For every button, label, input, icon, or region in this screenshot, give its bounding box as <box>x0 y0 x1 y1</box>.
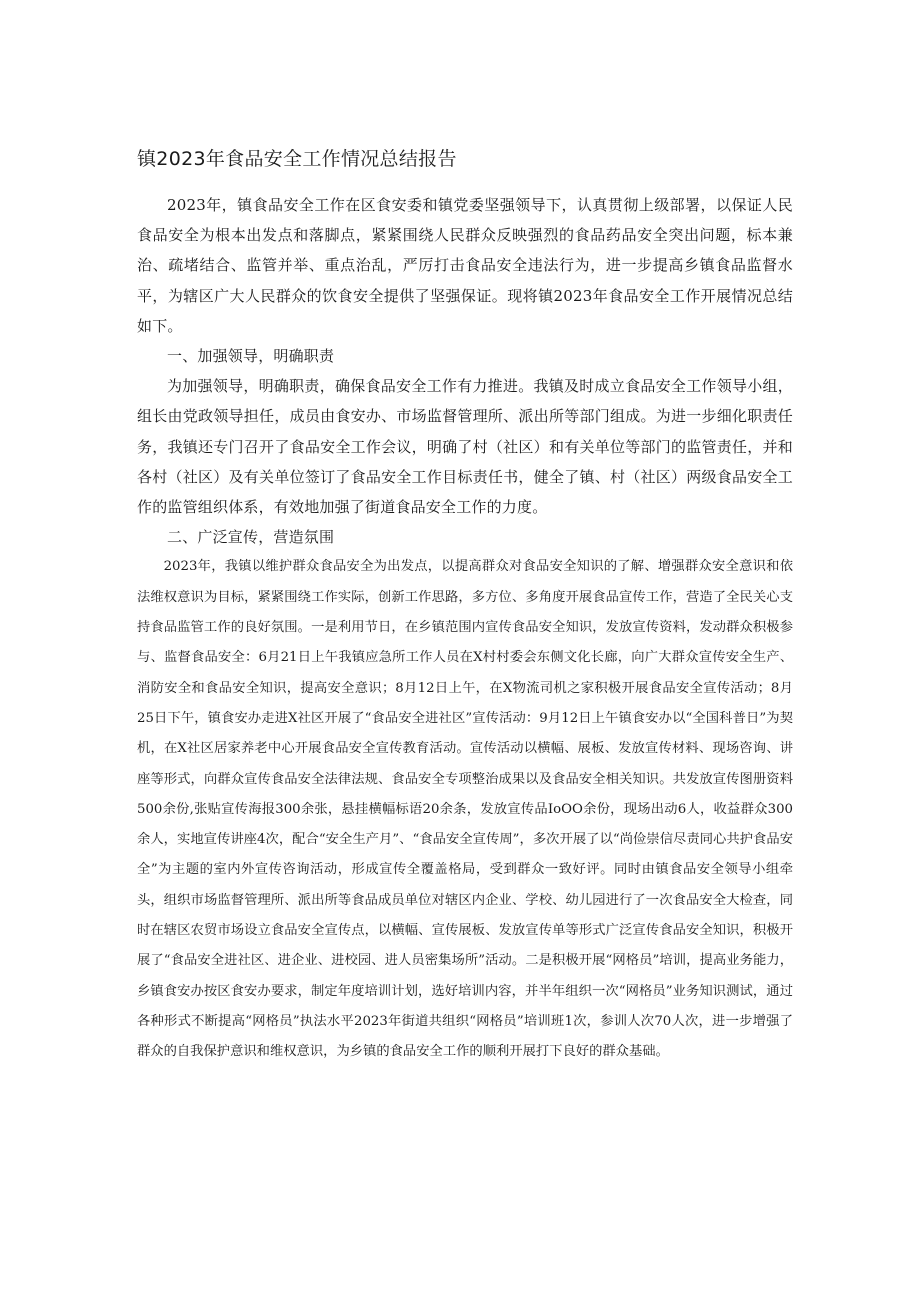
section-body-2: 2023年，我镇以维护群众食品安全为出发点，以提高群众对食品安全知识的了解、增强群众安全意识和依法维权意识为目标，紧紧围绕工作实际，创新工作思路，多方位、多角度开展食品宣传工作，营造了全民关心支持食品监管工作的良好氛围。一是利用节日，在乡镇范围内宣传食品安全知识，发放宣传资料，发动群众积极参与、监督食品安全：6月21日上午我镇应急所工作人员在X村村委会东侧文化长廊，向广大群众宣传安全生产、消防安全和食品安全知识，提高安全意识；8月12日上午，在X物流司机之家积极开展食品安全宣传活动；8月25日下午，镇食安办走进X社区开展了“食品安全进社区”宣传活动：9月12日上午镇食安办以“全国科普日”为契机，在X社区居家养老中心开展食品安全宣传教育活动。宣传活动以横幅、展板、发放宣传材料、现场咨询、讲座等形式，向群众宣传食品安全法律法规、食品安全专项整治成果以及食品安全相关知识。共发放宣传图册资料500余份,张贴宣传海报300余张，悬挂横幅标语20余条，发放宣传品IoOO余份，现场出动6人，收益群众300余人，实地宣传讲座4次，配合“安全生产月”、“食品安全宣传周”，多次开展了以“尚俭崇信尽责同心共护食品安全”为主题的室内外宣传咨询活动，形成宣传全覆盖格局，受到群众一致好评。同时由镇食品安全领导小组牵头，组织市场监督管理所、派出所等食品成员单位对辖区内企业、学校、幼儿园进行了一次食品安全大检查，同时在辖区农贸市场设立食品安全宣传点，以横幅、宣传展板、发放宣传单等形式广泛宣传食品安全知识，积极开展了“食品安全进社区、进企业、进校园、进人员密集场所”活动。二是积极开展“网格员”培训，提高业务能力，乡镇食安办按区食安办要求，制定年度培训计划，选好培训内容，并半年组织一次“网格员”业务知识测试，通过各种形式不断提高“网格员”执法水平2023年街道共组织“网格员”培训班1次，参训人次70人次，进一步增强了群众的自我保护意识和维权意识，为乡镇的食品安全工作的顺利开展打下良好的群众基础。 <box>137 559 793 1060</box>
section-body-1: 为加强领导，明确职责，确保食品安全工作有力推进。我镇及时成立食品安全工作领导小组，组长由党政领导担任，成员由食安办、市场监督管理所、派出所等部门组成。为进一步细化职责任务，我镇还专门召开了食品安全工作会议，明确了村（社区）和有关单位等部门的监管责任，并和各村（社区）及有关单位签订了食品安全工作目标责任书，健全了镇、村（社区）两级食品安全工作的监管组织体系，有效地加强了街道食品安全工作的力度。 <box>137 377 793 517</box>
document-title: 镇2023年食品安全工作情况总结报告 <box>137 148 457 170</box>
section-heading-2: 二、广泛宣传，营造氛围 <box>167 528 335 547</box>
document-page <box>137 146 793 1067</box>
section-heading-1: 一、加强领导，明确职责 <box>167 347 335 366</box>
intro-paragraph: 2023年，镇食品安全工作在区食安委和镇党委坚强领导下，认真贯彻上级部署，以保证人民食品安全为根本出发点和落脚点，紧紧围绕人民群众反映强烈的食品药品安全突出问题，标本兼治、疏堵结合、监管并举、重点治乱，严厉打击食品安全违法行为，进一步提高乡镇食品监督水平，为辖区广大人民群众的饮食安全提供了坚强保证。现将镇2023年食品安全工作开展情况总结如下。 <box>137 196 793 335</box>
